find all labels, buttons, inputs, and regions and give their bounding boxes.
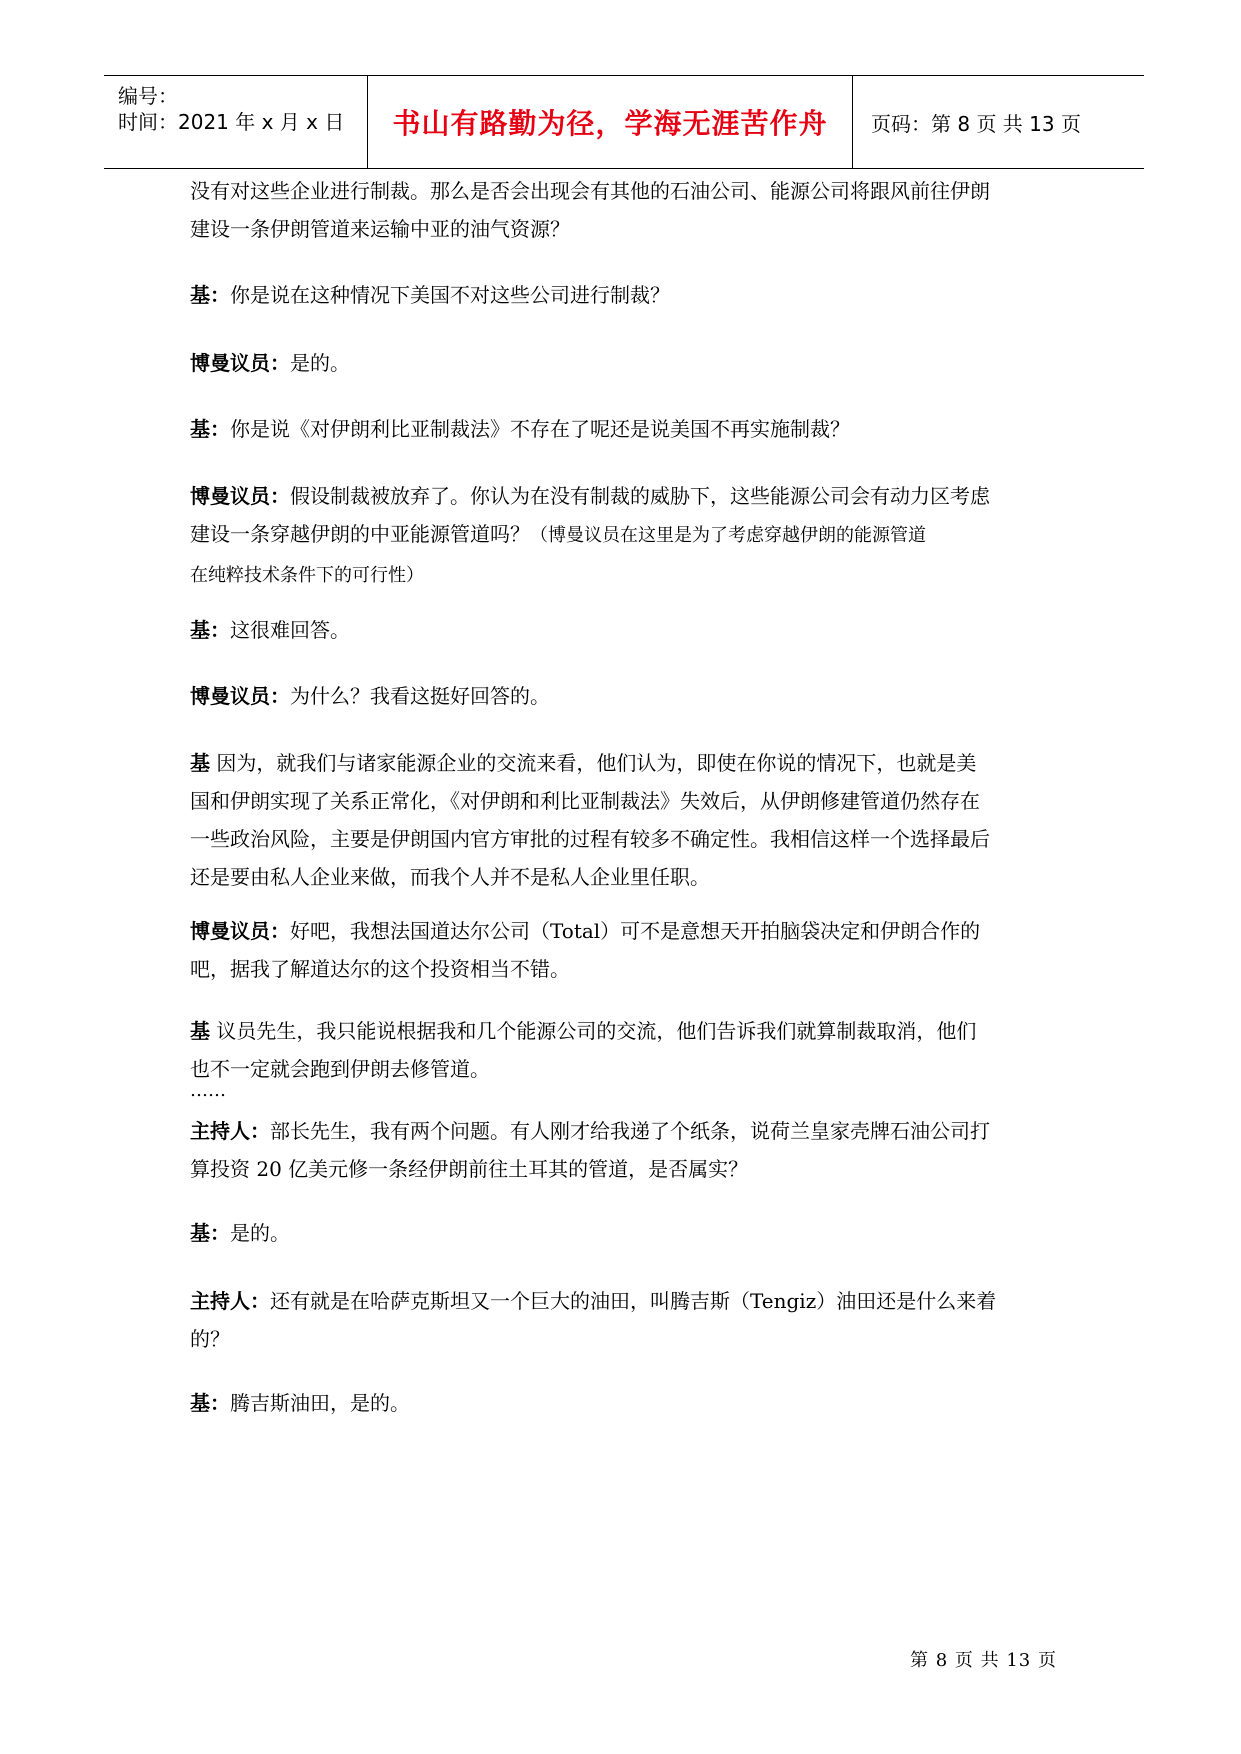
speaker-label: 博曼议员： <box>190 919 290 943</box>
text-line: 建设一条伊朗管道来运输中亚的油气资源？ <box>190 217 570 241</box>
text-line: 腾吉斯油田，是的。 <box>230 1391 410 1415</box>
speaker-label: 基 <box>190 1019 210 1043</box>
paragraph <box>190 344 1060 382</box>
text-line: 因为，就我们与诸家能源企业的交流来看，他们认为，即使在你说的情况下，也就是美 <box>216 751 977 775</box>
date-label: 时间：2021 年 x 月 x 日 <box>118 110 345 134</box>
header-page-cell <box>853 76 1144 168</box>
text-line: 没有对这些企业进行制裁。那么是否会出现会有其他的石油公司、能源公司将跟风前往伊朗 <box>190 179 990 203</box>
text-line: 部长先生，我有两个问题。有人刚才给我递了个纸条，说荷兰皇家壳牌石油公司打 <box>270 1119 990 1143</box>
paragraph <box>190 1214 1060 1252</box>
ellipsis: …… <box>190 1080 226 1101</box>
speaker-label: 博曼议员： <box>190 351 290 375</box>
speaker-label: 主持人： <box>190 1289 270 1313</box>
text-line: 吧，据我了解道达尔的这个投资相当不错。 <box>190 957 570 981</box>
text-line: 你是说《对伊朗利比亚制裁法》不存在了呢还是说美国不再实施制裁？ <box>230 417 850 441</box>
paragraph <box>190 677 1060 715</box>
paragraph <box>190 477 1060 595</box>
paragraph <box>190 912 1060 988</box>
text-line: 还是要由私人企业来做，而我个人并不是私人企业里任职。 <box>190 865 710 889</box>
speaker-label: 博曼议员： <box>190 484 290 508</box>
header-motto-cell <box>368 76 853 168</box>
text-line: 在纯粹技术条件下的可行性） <box>190 565 424 586</box>
paragraph <box>190 1282 1060 1358</box>
text-line: 国和伊朗实现了关系正常化，《对伊朗和利比亚制裁法》失效后，从伊朗修建管道仍然存在 <box>190 789 980 813</box>
paragraph <box>190 172 1060 248</box>
text-line: 建设一条穿越伊朗的中亚能源管道吗？ <box>190 522 530 546</box>
text-line: 也不一定就会跑到伊朗去修管道。 <box>190 1057 490 1081</box>
text-line: 假设制裁被放弃了。你认为在没有制裁的威胁下，这些能源公司会有动力区考虑 <box>290 484 990 508</box>
text-line: 还有就是在哈萨克斯坦又一个巨大的油田，叫腾吉斯（Tengiz）油田还是什么来着 <box>270 1289 997 1313</box>
annotation-note: （博曼议员在这里是为了考虑穿越伊朗的能源管道 <box>530 525 926 546</box>
paragraph <box>190 611 1060 649</box>
text-line: 的？ <box>190 1327 230 1351</box>
text-line: 好吧，我想法国道达尔公司（Total）可不是意想天开拍脑袋决定和伊朗合作的 <box>290 919 981 943</box>
paragraph <box>190 1112 1060 1188</box>
text-line: 议员先生，我只能说根据我和几个能源公司的交流，他们告诉我们就算制裁取消，他们 <box>216 1019 977 1043</box>
speaker-label: 基： <box>190 1221 230 1245</box>
document-header <box>104 75 1144 169</box>
paragraph <box>190 410 1060 448</box>
page-code: 页码：第 8 页 共 13 页 <box>871 111 1081 136</box>
speaker-label: 基： <box>190 618 230 642</box>
speaker-label: 主持人： <box>190 1119 270 1143</box>
text-line: 一些政治风险，主要是伊朗国内官方审批的过程有较多不确定性。我相信这样一个选择最后 <box>190 827 990 851</box>
paragraph <box>190 276 1060 314</box>
text-line: 是的。 <box>290 351 350 375</box>
paragraph <box>190 1384 1060 1422</box>
page-footer: 第 8 页 共 13 页 <box>910 1650 1057 1671</box>
text-line: 你是说在这种情况下美国不对这些公司进行制裁？ <box>230 283 670 307</box>
speaker-label: 基： <box>190 1391 230 1415</box>
serial-number-label: 编号： <box>118 84 178 108</box>
header-left-cell <box>104 76 368 168</box>
motto-text: 书山有路勤为径，学海无涯苦作舟 <box>392 107 828 140</box>
speaker-label: 基： <box>190 283 230 307</box>
paragraph <box>190 744 1060 896</box>
speaker-label: 基 <box>190 751 210 775</box>
text-line: 算投资 20 亿美元修一条经伊朗前往土耳其的管道，是否属实？ <box>190 1157 749 1181</box>
paragraph <box>190 1012 1060 1088</box>
text-line: 是的。 <box>230 1221 290 1245</box>
speaker-label: 基： <box>190 417 230 441</box>
text-line: 这很难回答。 <box>230 618 350 642</box>
text-line: 为什么？我看这挺好回答的。 <box>290 684 550 708</box>
speaker-label: 博曼议员： <box>190 684 290 708</box>
